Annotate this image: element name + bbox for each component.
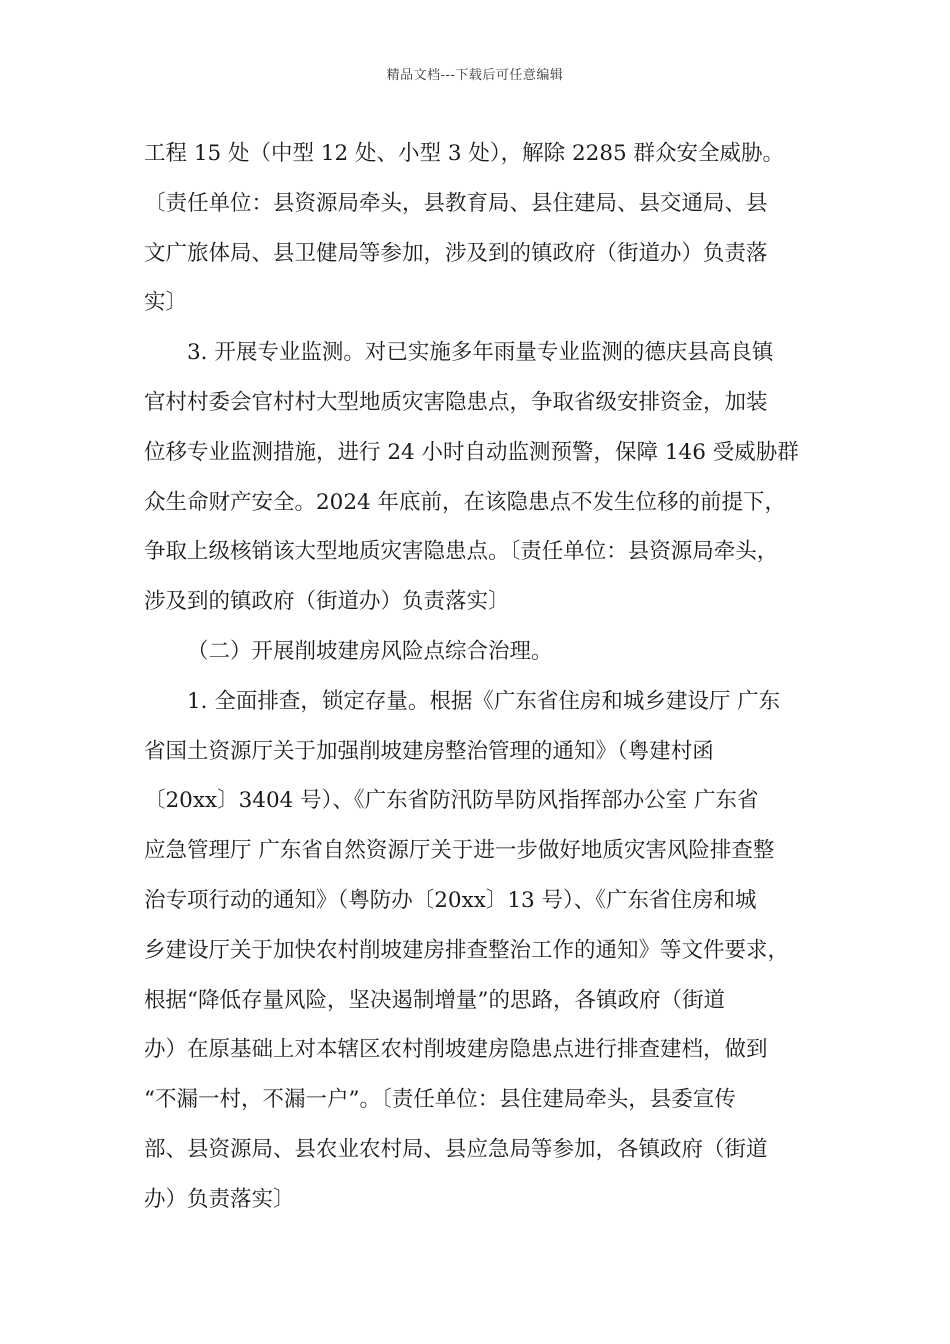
text-line: 治专项行动的通知》（粤防办〔20xx〕13 号）、《广东省住房和城 xyxy=(144,887,757,913)
text-line: “不漏一村，不漏一户”。〔责任单位：县住建局牵头，县委宣传 xyxy=(144,1087,736,1113)
text-line: 办）负责落实〕 xyxy=(144,1186,295,1212)
text-line: 省国土资源厅关于加强削坡建房整治管理的通知》（粤建村函 xyxy=(144,738,714,764)
text-line: 1. 全面排查，锁定存量。根据《广东省住房和城乡建设厅 广东 xyxy=(187,688,781,714)
text-line: 办）在原基础上对本辖区农村削坡建房隐患点进行排查建档，做到 xyxy=(144,1037,768,1063)
text-line: 官村村委会官村村大型地质灾害隐患点，争取省级安排资金，加装 xyxy=(144,389,768,415)
text-line: 〔责任单位：县资源局牵头，县教育局、县住建局、县交通局、县 xyxy=(144,190,768,216)
text-line: 应急管理厅 广东省自然资源厅关于进一步做好地质灾害风险排查整 xyxy=(144,838,775,864)
section-heading: （二）开展削坡建房风险点综合治理。 xyxy=(187,638,553,664)
text-line: 乡建设厅关于加快农村削坡建房排查整治工作的通知》等文件要求， xyxy=(144,937,790,963)
text-line: 文广旅体局、县卫健局等参加，涉及到的镇政府（街道办）负责落 xyxy=(144,240,768,266)
text-line: 实〕 xyxy=(144,290,188,316)
text-line: 部、县资源局、县农业农村局、县应急局等参加，各镇政府（街道 xyxy=(144,1136,768,1162)
text-line: 涉及到的镇政府（街道办）负责落实〕 xyxy=(144,589,510,615)
text-line: 根据“降低存量风险，坚决遏制增量”的思路，各镇政府（街道 xyxy=(144,987,725,1013)
document-body xyxy=(144,129,812,1225)
text-line: 〔20xx〕3404 号）、《广东省防汛防旱防风指挥部办公室 广东省 xyxy=(144,788,759,814)
text-line: 争取上级核销该大型地质灾害隐患点。〔责任单位：县资源局牵头， xyxy=(144,539,779,565)
page-header: 精品文档---下载后可任意编辑 xyxy=(386,68,564,83)
text-line: 众生命财产安全。2024 年底前，在该隐患点不发生位移的前提下， xyxy=(144,489,787,515)
text-line: 工程 15 处（中型 12 处、小型 3 处），解除 2285 群众安全威胁。 xyxy=(144,141,785,166)
text-line: 位移专业监测措施，进行 24 小时自动监测预警，保障 146 受威胁群 xyxy=(144,439,799,465)
text-line: 3. 开展专业监测。对已实施多年雨量专业监测的德庆县高良镇 xyxy=(187,340,774,366)
